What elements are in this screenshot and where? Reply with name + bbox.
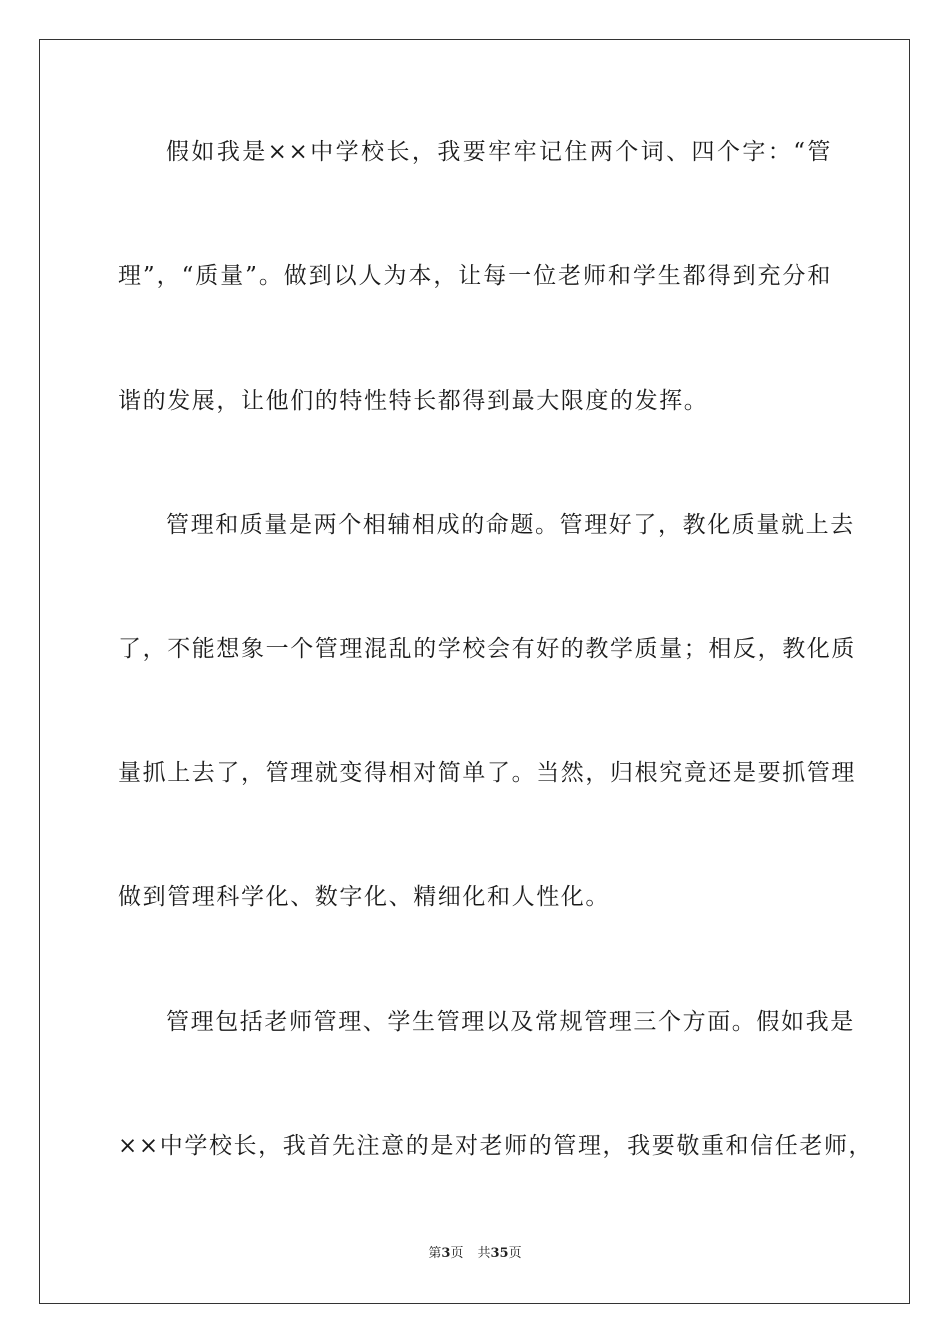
- paragraph-line: 了，不能想象一个管理混乱的学校会有好的教学质量；相反，教化质: [118, 636, 856, 662]
- total-prefix: 共: [477, 1246, 491, 1261]
- paragraph-line: 量抓上去了，管理就变得相对简单了。当然，归根究竟还是要抓管理: [118, 760, 856, 786]
- page-border: [39, 39, 910, 1304]
- paragraph-line: 理”，“质量”。做到以人为本，让每一位老师和学生都得到充分和: [118, 263, 832, 289]
- page-prefix: 第: [428, 1246, 442, 1261]
- page-footer: [0, 1246, 950, 1262]
- paragraph-line: 管理和质量是两个相辅相成的命题。管理好了，教化质量就上去: [166, 512, 855, 538]
- page-total: 35: [490, 1246, 509, 1261]
- paragraph-line: 管理包括老师管理、学生管理以及常规管理三个方面。假如我是: [166, 1009, 855, 1035]
- page-unit: 页: [450, 1246, 464, 1261]
- paragraph-line: ××中学校长，我首先注意的是对老师的管理，我要敬重和信任老师，: [118, 1133, 874, 1159]
- page-current: 3: [441, 1246, 451, 1261]
- total-unit: 页: [508, 1246, 522, 1261]
- paragraph-line: 假如我是××中学校长，我要牢牢记住两个词、四个字：“管: [166, 139, 832, 165]
- paragraph-line: 谐的发展，让他们的特性特长都得到最大限度的发挥。: [118, 388, 709, 414]
- paragraph-line: 做到管理科学化、数字化、精细化和人性化。: [118, 884, 610, 910]
